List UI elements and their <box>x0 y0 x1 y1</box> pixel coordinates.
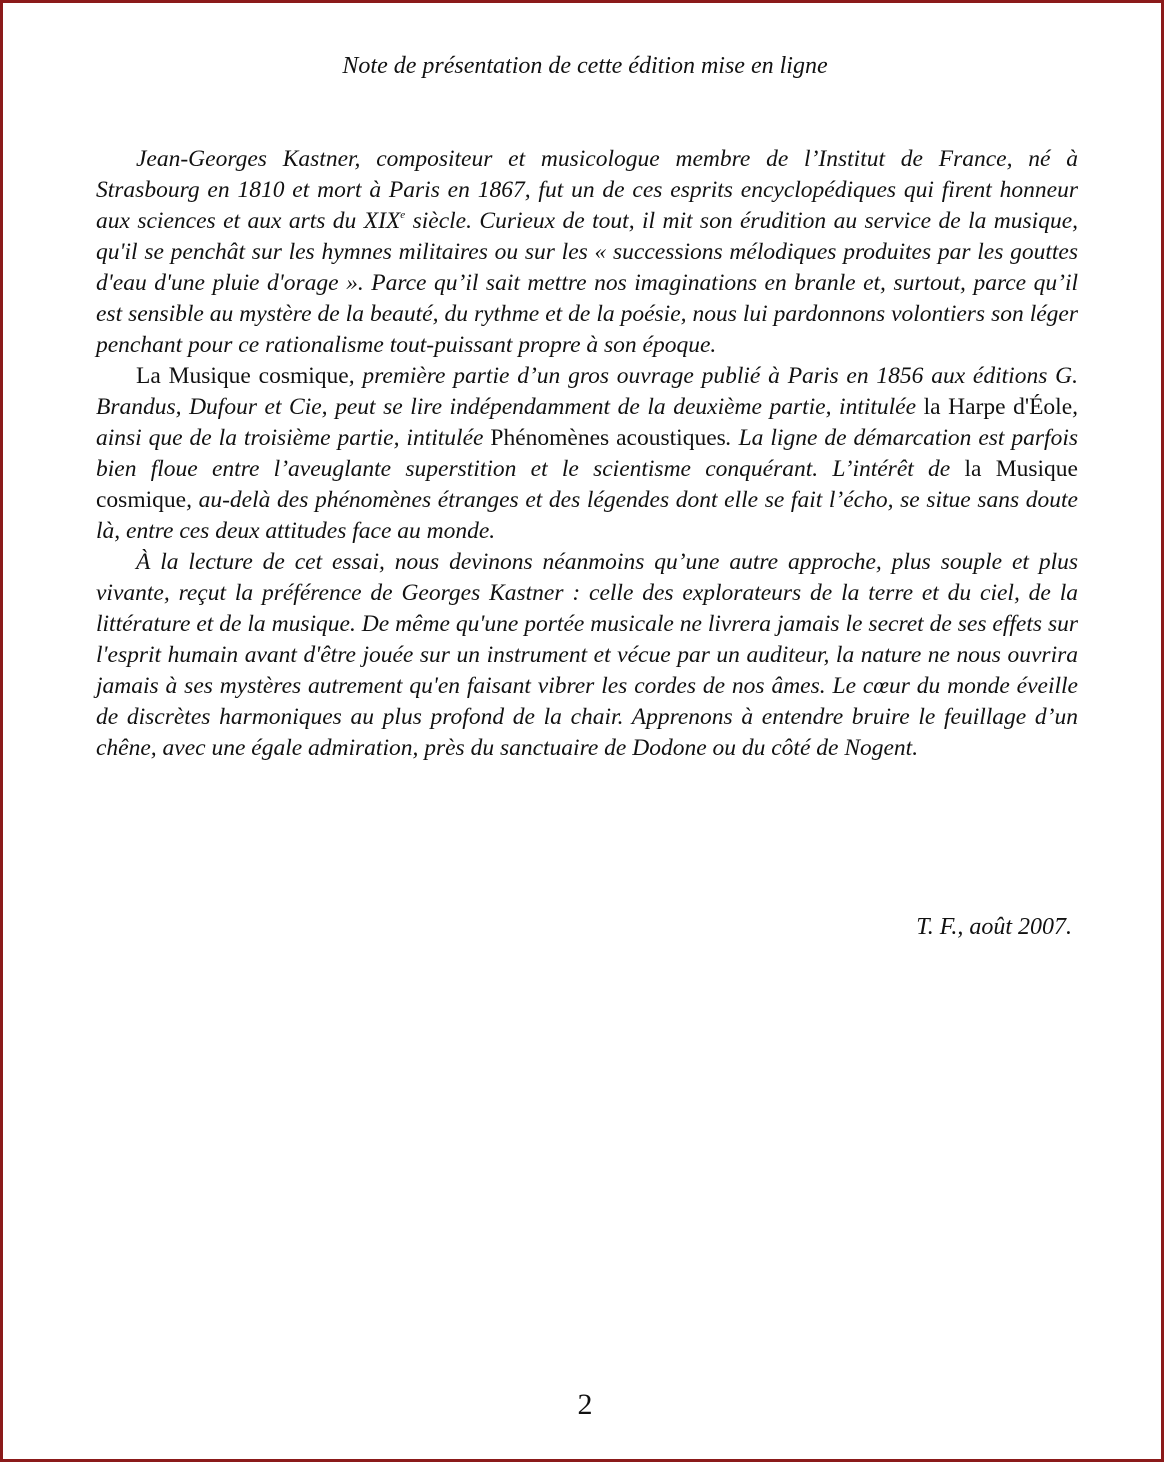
paragraph-2 <box>96 361 1078 547</box>
paragraph-1-part-a: Jean-Georges Kastner, compositeur et musicologue membre de l’Institut de France, né à Strasbourg en 1810 et mort à Paris en 1867, fut un de ces esprits encyclopédiques qui firent honneur aux sciences et aux arts du XIX <box>96 146 1078 234</box>
author-signature: T. F., août 2007. <box>916 914 1072 940</box>
paragraph-3 <box>96 547 1078 764</box>
book-title-phenomenes-acoustiques: Phénomènes acoustiques <box>490 425 726 451</box>
page-number: 2 <box>577 1388 593 1421</box>
paragraph-2-text-3: . La ligne de démarcation est parfois bien floue entre l’aveuglante superstition et le scientisme conquérant. L’intérêt de <box>96 425 1078 482</box>
paragraph-2-text-2: , ainsi que de la troisième partie, intitulée <box>96 394 1079 451</box>
paragraph-1-part-b: siècle. Curieux de tout, il mit son érudition au service de la musique, qu'il se penchât sur les hymnes militaires ou sur les « successions mélodiques produites par les gouttes d'eau d'une pluie d'orage ». Parce qu’il sait mettre nos imaginations en branle et, surtout, parce qu’il est sensible au mystère de la beauté, du rythme et de la poésie, nous lui pardonnons volontiers son léger penchant pour ce rationalisme tout-puissant propre à son époque. <box>96 208 1078 358</box>
century-superscript: e <box>400 209 406 221</box>
paragraph-2-text-1: , première partie d’un gros ouvrage publié à Paris en 1856 aux éditions G. Brandus, Dufour et Cie, peut se lire indépendamment de la deuxième partie, intitulée <box>96 363 1078 420</box>
paragraph-2-text-4: , au-delà des phénomènes étranges et des légendes dont elle se fait l’écho, se situe sans doute là, entre ces deux attitudes face au monde. <box>96 487 1078 544</box>
paragraph-1 <box>96 144 1078 361</box>
book-title-musique-cosmique: La Musique cosmique <box>136 363 349 389</box>
page-header-title: Note de présentation de cette édition mise en ligne <box>342 53 828 79</box>
book-title-harpe-eole: la Harpe d'Éole <box>923 394 1073 420</box>
book-title-musique-cosmique-2: la Musique cosmique <box>96 456 1078 513</box>
document-body <box>96 144 1078 764</box>
paragraph-3-text: À la lecture de cet essai, nous devinons néanmoins qu’une autre approche, plus souple et plus vivante, reçut la préférence de Georges Kastner : celle des explorateurs de la terre et du ciel, de la littérature et de la musique. De même qu'une portée musicale ne livrera jamais le secret de ses effets sur l'esprit humain avant d'être jouée sur un instrument et vécue par un auditeur, la nature ne nous ouvrira jamais à ses mystères autrement qu'en faisant vibrer les cordes de nos âmes. Le cœur du monde éveille de discrètes harmoniques au plus profond de la chair. Apprenons à entendre bruire le feuillage d’un chêne, avec une égale admiration, près du sanctuaire de Dodone ou du côté de Nogent. <box>96 549 1078 761</box>
